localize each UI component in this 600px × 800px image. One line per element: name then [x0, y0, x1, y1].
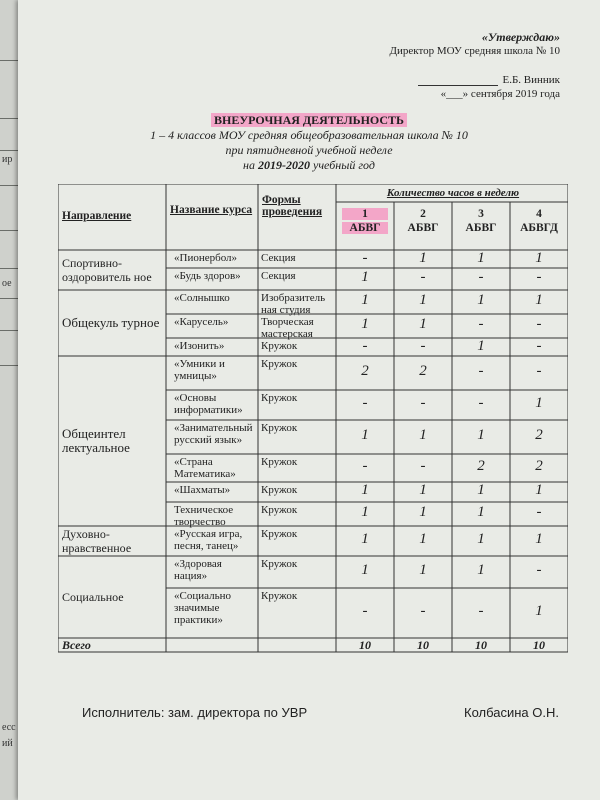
document-title — [18, 113, 600, 128]
form-cell: Кружок — [261, 422, 298, 434]
grade-number: 4 — [536, 208, 542, 220]
course-cell: Техническое творчество — [174, 504, 234, 528]
approval-date: «___» сентября 2019 года — [440, 88, 560, 100]
direction-cell: Общекуль турное — [62, 315, 160, 330]
hours-cell: 1 — [477, 482, 485, 498]
activities-table — [58, 184, 568, 662]
hours-cell: - — [478, 316, 484, 332]
hours-cell: 1 — [361, 562, 369, 578]
side-fragment: ое — [2, 278, 12, 289]
form-cell: Изобразитель ная студия — [261, 292, 326, 316]
grade-number: 3 — [478, 208, 484, 220]
approval-signature — [418, 74, 560, 86]
hours-cell: 1 — [535, 603, 543, 619]
course-cell: «Солнышко — [174, 292, 230, 304]
direction-cell: Духовно-нравственное — [62, 527, 132, 555]
document-title-text: ВНЕУРОЧНАЯ ДЕЯТЕЛЬНОСТЬ — [211, 113, 407, 127]
side-fragment: есс — [2, 722, 16, 733]
hours-cell: 1 — [477, 338, 485, 354]
hours-cell: 1 — [477, 562, 485, 578]
side-fragment: ир — [2, 154, 13, 165]
grade-letters: АБВГ — [342, 222, 388, 234]
hours-cell: 1 — [361, 427, 369, 443]
executor-label: Исполнитель: зам. директора по УВР — [82, 705, 308, 720]
header-course: Название курса — [170, 204, 253, 216]
signature-line — [418, 85, 498, 86]
year-prefix: на — [243, 158, 255, 172]
side-fragment: ий — [2, 738, 13, 749]
hours-cell: - — [362, 338, 368, 354]
hours-cell: - — [362, 458, 368, 474]
form-cell: Секция — [261, 270, 296, 282]
hours-cell: 1 — [419, 427, 427, 443]
form-cell: Кружок — [261, 456, 298, 468]
hours-cell: 1 — [535, 395, 543, 411]
hours-cell: - — [536, 562, 542, 578]
hours-cell: 2 — [477, 458, 485, 474]
direction-cell: Спортивно-оздоровитель ное — [62, 256, 152, 284]
course-cell: «Умники и умницы» — [174, 358, 225, 382]
form-cell: Кружок — [261, 484, 298, 496]
hours-cell: 1 — [477, 427, 485, 443]
form-cell: Кружок — [261, 558, 298, 570]
hours-cell: 1 — [419, 482, 427, 498]
form-cell: Кружок — [261, 590, 298, 602]
header-direction: Направление — [62, 210, 132, 222]
course-cell: «Шахматы» — [174, 484, 231, 496]
hours-cell: 1 — [477, 250, 485, 266]
subtitle-week: при пятидневной учебной неделе — [225, 143, 393, 157]
hours-cell: - — [536, 363, 542, 379]
hours-cell: - — [536, 504, 542, 520]
course-cell: «Страна Математика» — [174, 456, 236, 480]
hours-cell: - — [420, 603, 426, 619]
hours-cell: 1 — [535, 292, 543, 308]
hours-cell: - — [478, 603, 484, 619]
total-cell: 10 — [533, 638, 545, 652]
hours-cell: 2 — [535, 458, 543, 474]
grade-number: 2 — [420, 208, 426, 220]
hours-cell: - — [362, 603, 368, 619]
hours-cell: 1 — [361, 269, 369, 285]
hours-cell: 1 — [419, 292, 427, 308]
hours-cell: 2 — [535, 427, 543, 443]
grade-number: 1 — [342, 208, 388, 220]
subtitle-year — [18, 158, 600, 173]
hours-cell: - — [536, 316, 542, 332]
grade-letters: АБВГ — [407, 222, 439, 234]
hours-cell: 1 — [361, 482, 369, 498]
hours-cell: 1 — [361, 316, 369, 332]
form-cell: Кружок — [261, 392, 298, 404]
direction-cell: Социальное — [62, 590, 124, 604]
form-cell: Кружок — [261, 340, 298, 352]
form-cell: Секция — [261, 252, 296, 264]
header-forms: Формы проведения — [262, 194, 323, 218]
year-value: 2019-2020 — [258, 158, 310, 172]
subtitle-classes: 1 – 4 классов МОУ средняя общеобразовательная школа № 10 — [150, 128, 468, 142]
approval-position: Директор МОУ средняя школа № 10 — [389, 45, 560, 57]
grade-letters: АБВГД — [520, 222, 558, 234]
total-cell: 10 — [417, 638, 429, 652]
hours-cell: - — [362, 395, 368, 411]
total-cell: 10 — [475, 638, 487, 652]
hours-cell: 1 — [419, 531, 427, 547]
total-label: Всего — [62, 638, 91, 652]
hours-cell: 2 — [361, 363, 369, 379]
course-cell: «Здоровая нация» — [174, 558, 222, 582]
executor-name: Колбасина О.Н. — [464, 705, 559, 720]
hours-cell: 1 — [419, 504, 427, 520]
hours-cell: 1 — [419, 250, 427, 266]
course-cell: «Основы информатики» — [174, 392, 243, 416]
course-cell: «Занимательный русский язык» — [174, 422, 253, 446]
header-hours: Количество часов в неделю — [386, 187, 520, 199]
direction-cell: Общеинтел лектуальное — [62, 426, 130, 455]
hours-cell: 1 — [535, 531, 543, 547]
hours-cell: 1 — [535, 482, 543, 498]
hours-cell: 2 — [419, 363, 427, 379]
hours-cell: - — [420, 338, 426, 354]
approval-heading: «Утверждаю» — [481, 30, 560, 44]
form-cell: Творческая мастерская — [261, 316, 314, 340]
course-cell: «Изонить» — [174, 340, 225, 352]
form-cell: Кружок — [261, 358, 298, 370]
hours-cell: - — [478, 269, 484, 285]
hours-cell: - — [536, 269, 542, 285]
hours-cell: 1 — [477, 292, 485, 308]
hours-cell: - — [478, 363, 484, 379]
hours-cell: - — [362, 250, 368, 266]
hours-cell: 1 — [361, 292, 369, 308]
form-cell: Кружок — [261, 504, 298, 516]
hours-cell: - — [478, 395, 484, 411]
total-cell: 10 — [359, 638, 371, 652]
form-cell: Кружок — [261, 528, 298, 540]
course-cell: «Пионербол» — [174, 252, 238, 264]
hours-cell: - — [420, 269, 426, 285]
approval-signer: Е.Б. Винник — [502, 74, 560, 86]
document-page — [18, 0, 600, 800]
hours-cell: 1 — [361, 504, 369, 520]
year-suffix: учебный год — [313, 158, 375, 172]
hours-cell: 1 — [477, 531, 485, 547]
hours-cell: - — [420, 458, 426, 474]
course-cell: «Карусель» — [174, 316, 229, 328]
course-cell: «Социально значимые практики» — [174, 590, 231, 626]
hours-cell: 1 — [419, 562, 427, 578]
hours-cell: 1 — [535, 250, 543, 266]
hours-cell: - — [420, 395, 426, 411]
hours-cell: 1 — [419, 316, 427, 332]
hours-cell: 1 — [361, 531, 369, 547]
grade-letters: АБВГ — [465, 222, 497, 234]
hours-cell: - — [536, 338, 542, 354]
course-cell: «Русская игра, песня, танец» — [174, 528, 243, 552]
hours-cell: 1 — [477, 504, 485, 520]
course-cell: «Будь здоров» — [174, 270, 241, 282]
